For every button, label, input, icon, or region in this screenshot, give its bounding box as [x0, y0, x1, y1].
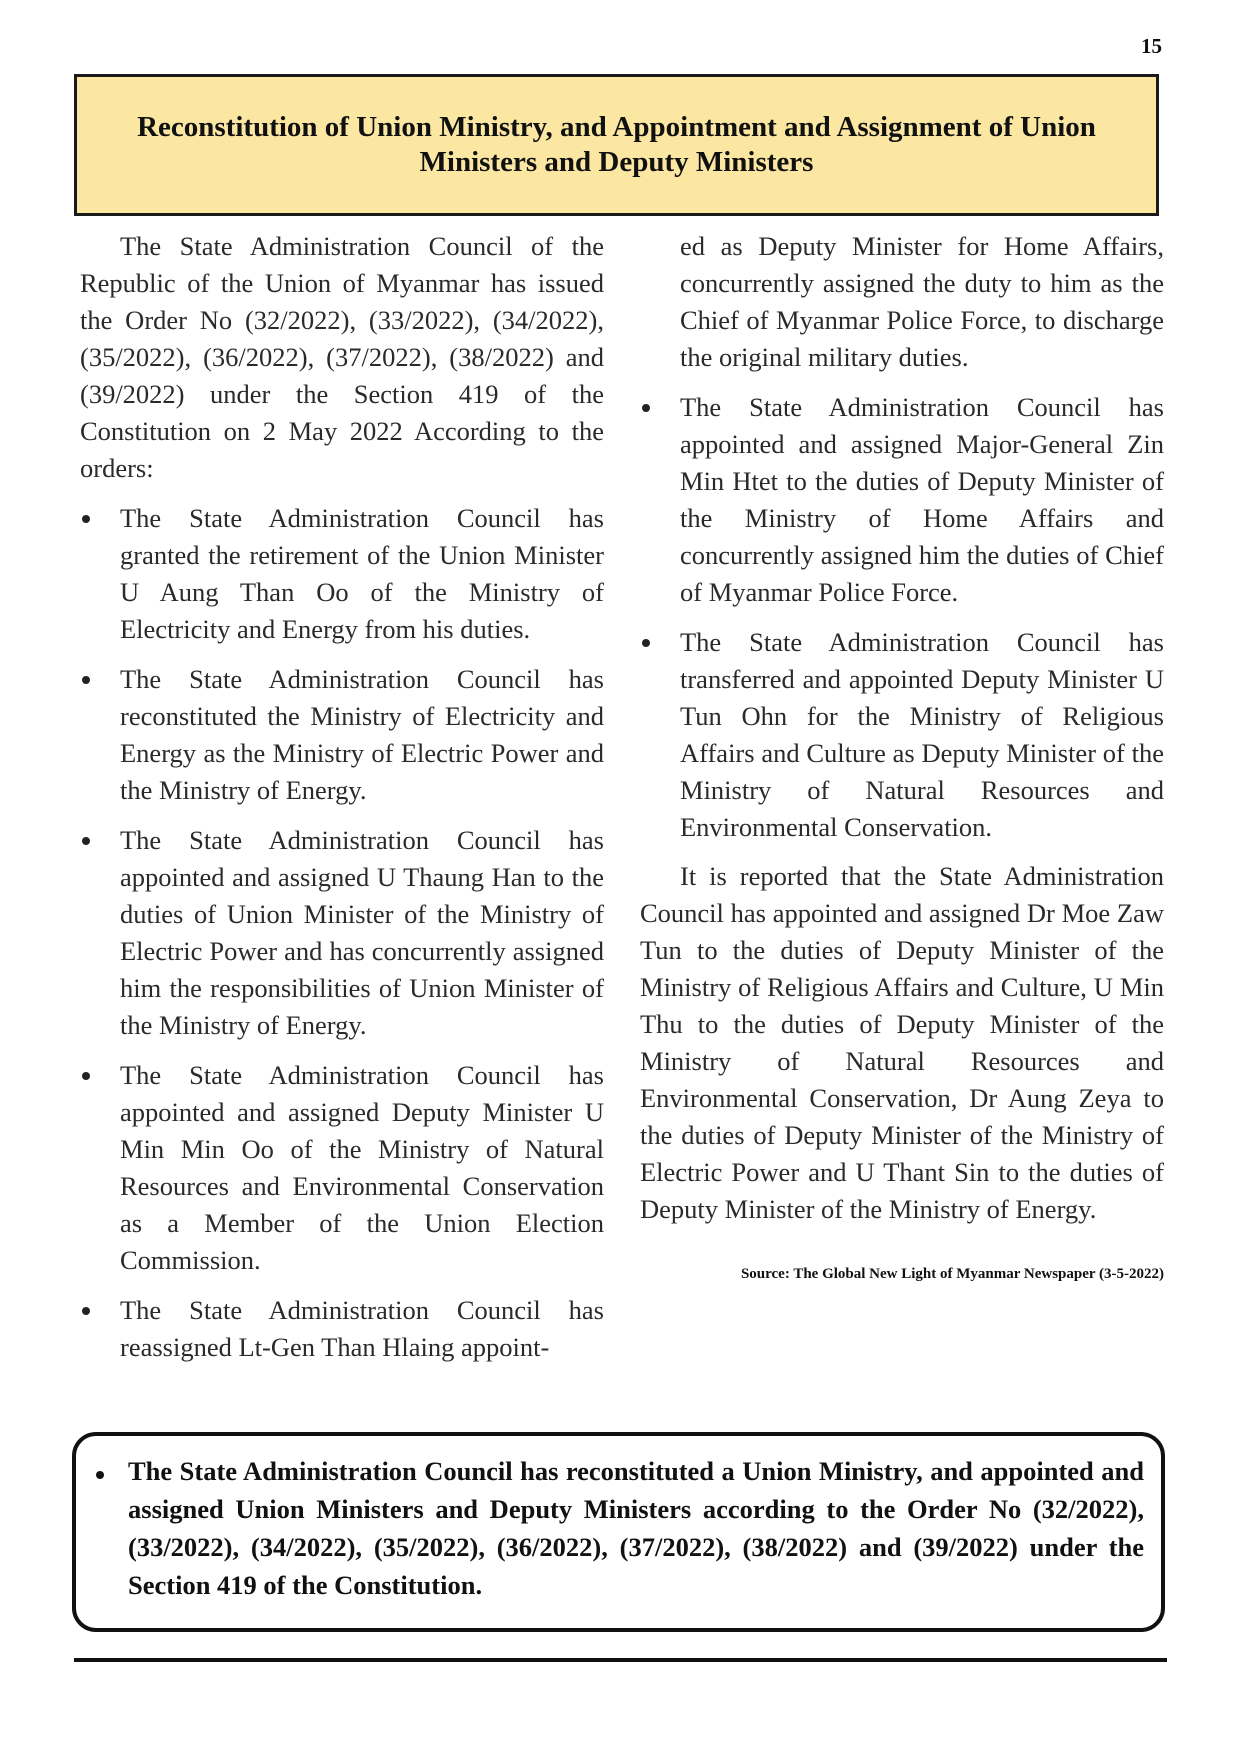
summary-box: [72, 1432, 1165, 1632]
list-item: The State Administration Council has appointed and assigned U Thaung Han to the duties of Union Minister of the Ministry of Electric Power and has concurrently assigned him the responsibilities of Union Minister of the Ministry of Energy.: [80, 822, 604, 1044]
bullet-icon: [82, 1307, 90, 1315]
list-item: The State Administration Council has appointed and assigned Major-General Zin Min Htet to the duties of Deputy Minister of the Ministry of Home Affairs and concurrently assigned him the duties of Chief of Myanmar Police Force.: [640, 389, 1164, 611]
bullet-icon: [82, 515, 90, 523]
list-item: The State Administration Council has granted the retirement of the Union Minister U Aung Than Oo of the Ministry of Electricity and Energy from his duties.: [80, 500, 604, 648]
bullet-icon: [82, 837, 90, 845]
bullet-icon: [642, 639, 650, 647]
closing-paragraph: It is reported that the State Administration Council has appointed and assigned Dr Moe Zaw Tun to the duties of Deputy Minister of the Ministry of Religious Affairs and Culture, U Min Thu to the duties of Deputy Minister of the Ministry of Natural Resources and Environmental Conservation, Dr Aung Zeya to the duties of Deputy Minister of the Ministry of Electric Power and U Thant Sin to the duties of Deputy Minister of the Ministry of Energy.: [640, 861, 1164, 1224]
page-number: 15: [1141, 34, 1162, 58]
bottom-divider: [74, 1658, 1167, 1662]
bullet-icon: [96, 1471, 104, 1479]
right-bullet-list: [640, 389, 1164, 846]
list-item: The State Administration Council has reconstituted the Ministry of Electricity and Energy as the Ministry of Electric Power and the Ministry of Energy.: [80, 661, 604, 809]
title-banner: [74, 74, 1159, 216]
list-item: The State Administration Council has appointed and assigned Deputy Minister U Min Min Oo of the Ministry of Natural Resources and Environmental Conservation as a Member of the Union Election Commission.: [80, 1057, 604, 1279]
left-column: [80, 228, 604, 1366]
left-bullet-list: [80, 500, 604, 1366]
bullet-icon: [642, 404, 650, 412]
page-title: Reconstitution of Union Ministry, and Appointment and Assignment of Union Ministers and Deputy Ministers: [137, 111, 1096, 178]
bullet-icon: [82, 676, 90, 684]
source-citation: Source: The Global New Light of Myanmar Newspaper (3-5-2022): [740, 1266, 1164, 1282]
intro-paragraph: The State Administration Council of the Republic of the Union of Myanmar has issued the Order No (32/2022), (33/2022), (34/2022), (35/2022), (36/2022), (37/2022), (38/2022) and (39/2022) under the Section 419 of the Constitution on 2 May 2022 According to the orders:: [80, 231, 604, 483]
right-column: [640, 228, 1164, 1283]
summary-text: The State Administration Council has reconstituted a Union Ministry, and appointed and assigned Union Ministers and Deputy Ministers according to the Order No (32/2022), (33/2022), (34/2022), (35/2022), (36/2022), (37/2022), (38/2022) and (39/2022) under the Section 419 of the Constitution.: [128, 1456, 1144, 1600]
list-item: The State Administration Council has transferred and appointed Deputy Minister U Tun Ohn for the Ministry of Religious Affairs and Culture as Deputy Minister of the Ministry of Natural Resources and Environmental Conservation.: [640, 624, 1164, 846]
bullet-icon: [82, 1072, 90, 1080]
bullet-continuation: ed as Deputy Minister for Home Affairs, concurrently assigned the duty to him as the Chief of Myanmar Police Force, to discharge the original military duties.: [680, 231, 1164, 372]
article-body: [80, 228, 1164, 1428]
list-item: The State Administration Council has reassigned Lt-Gen Than Hlaing appoint-: [80, 1292, 604, 1366]
